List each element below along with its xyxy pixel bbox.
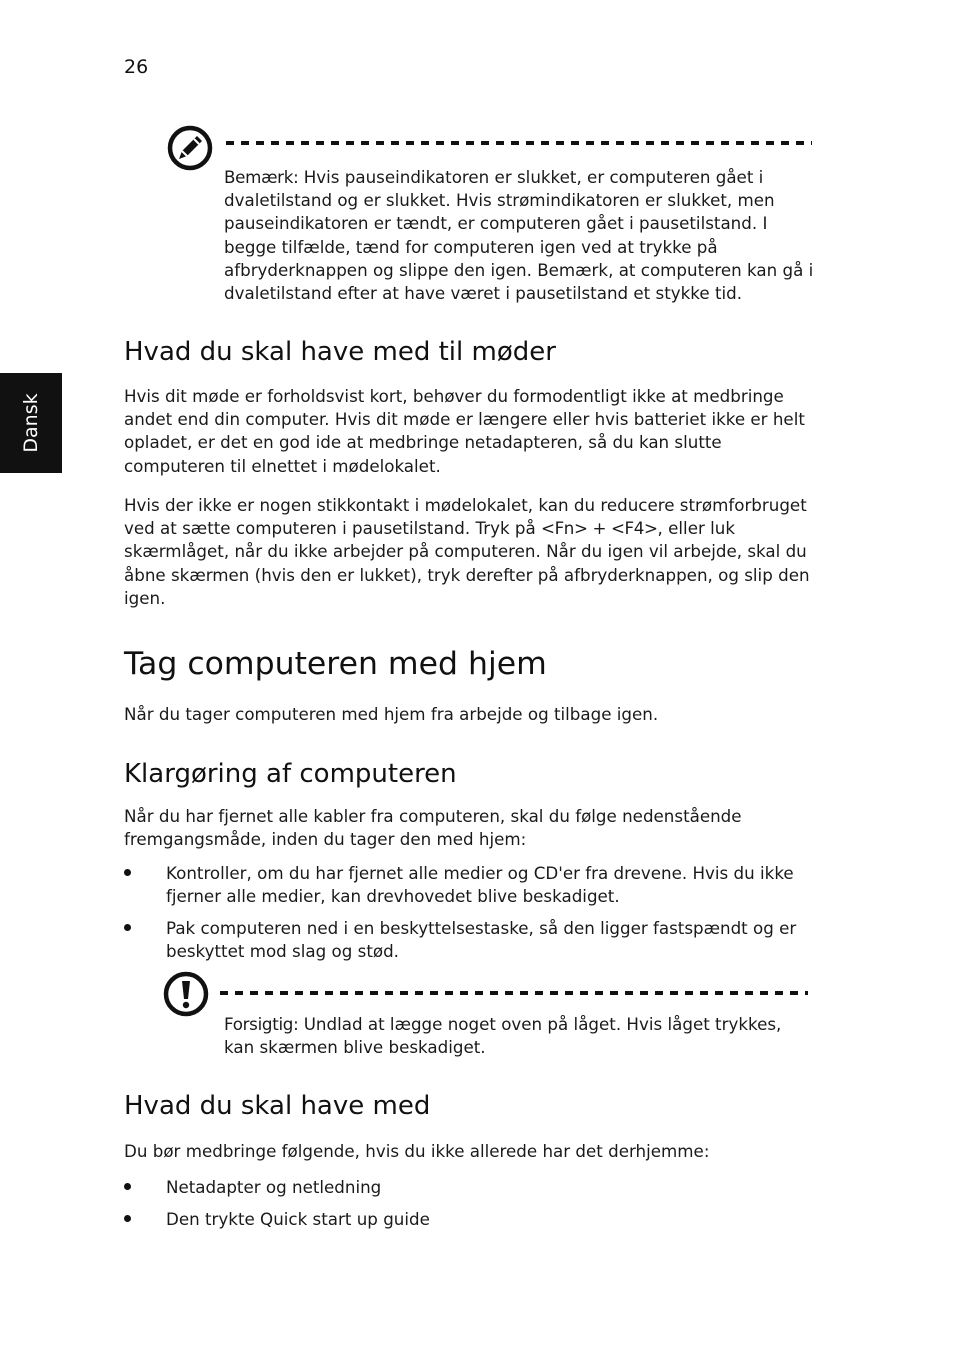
bullet-icon <box>124 924 131 931</box>
caution-divider <box>220 991 808 995</box>
list-item-text: Pak computeren ned i en beskyttelsestaske, så den ligger fastspændt og er beskyttet mod slag og stød. <box>166 918 797 962</box>
bullet-icon <box>124 1215 131 1222</box>
caution-lead: Forsigtig: <box>224 1014 299 1034</box>
section-heading-meetings: Hvad du skal have med til møder <box>124 337 556 367</box>
meetings-paragraph-1: Hvis dit møde er forholdsvist kort, behøver du formodentligt ikke at medbringe andet end din computer. Hvis dit møde er længere eller hvis batteriet ikke er helt opladet, er det en god ide at medbringe netadapteren, så du kan slutte computeren til elnettet i mødelokalet. <box>124 386 805 476</box>
language-tab <box>0 373 62 473</box>
meetings-paragraph-2-start: Hvis der ikke er nogen stikkontakt i mødelokalet, kan du reducere strømforbruget ved at sætte computeren i pausetilstand. Tryk på <box>124 495 807 539</box>
caution-exclamation-icon <box>162 970 210 1018</box>
caution-callout <box>224 1013 814 1059</box>
section-heading-preparation: Klargøring af computeren <box>124 759 457 789</box>
list-item <box>124 917 814 963</box>
note-callout <box>224 166 814 305</box>
chapter-heading: Tag computeren med hjem <box>124 646 547 682</box>
bullet-icon <box>124 869 131 876</box>
list-item-text: Den trykte Quick start up guide <box>166 1209 430 1229</box>
list-item <box>124 1208 814 1231</box>
caution-text <box>224 1013 814 1059</box>
bullet-icon <box>124 1183 131 1190</box>
section-heading-bring: Hvad du skal have med <box>124 1091 431 1121</box>
list-item <box>124 1176 814 1199</box>
list-item-text: Netadapter og netledning <box>166 1177 382 1197</box>
note-body: Hvis pauseindikatoren er slukket, er computeren gået i dvaletilstand og er slukket. Hvis strømindikatoren er slukket, men pauseindikatoren er tændt, er computeren gået i pausetilstand. I begge tilfælde, tænd for computeren igen ved at trykke på afbryderknappen og slippe den igen. Bemærk, at computeren kan gå i dvaletilstand efter at have været i pausetilstand et stykke tid. <box>224 167 814 304</box>
note-lead: Bemærk: <box>224 167 299 187</box>
caution-body: Undlad at lægge noget oven på låget. Hvis låget trykkes, kan skærmen blive beskadiget. <box>224 1014 782 1058</box>
language-tab-label: Dansk <box>20 393 42 453</box>
meetings-paragraph-2 <box>124 494 814 610</box>
keyboard-shortcut: <Fn> + <F4> <box>541 518 658 539</box>
list-item <box>124 862 814 908</box>
page-number: 26 <box>124 56 149 78</box>
note-pencil-icon <box>166 124 214 172</box>
chapter-intro: Når du tager computeren med hjem fra arbejde og tilbage igen. <box>124 704 659 724</box>
list-item-text: Kontroller, om du har fjernet alle medier og CD'er fra drevene. Hvis du ikke fjerner alle medier, kan drevhovedet blive beskadiget. <box>166 863 794 907</box>
preparation-intro: Når du har fjernet alle kabler fra computeren, skal du følge nedenstående fremgangsmåde, inden du tager den med hjem: <box>124 806 742 850</box>
note-divider <box>226 141 812 145</box>
meetings-paragraph-2-end: , eller luk skærmlåget, når du ikke arbejder på computeren. Når du igen vil arbejde, skal du åbne skærmen (hvis den er lukket), tryk derefter på afbryderknappen, og slip den igen. <box>124 518 810 608</box>
note-text <box>224 166 814 305</box>
bring-intro: Du bør medbringe følgende, hvis du ikke allerede har det derhjemme: <box>124 1141 710 1161</box>
